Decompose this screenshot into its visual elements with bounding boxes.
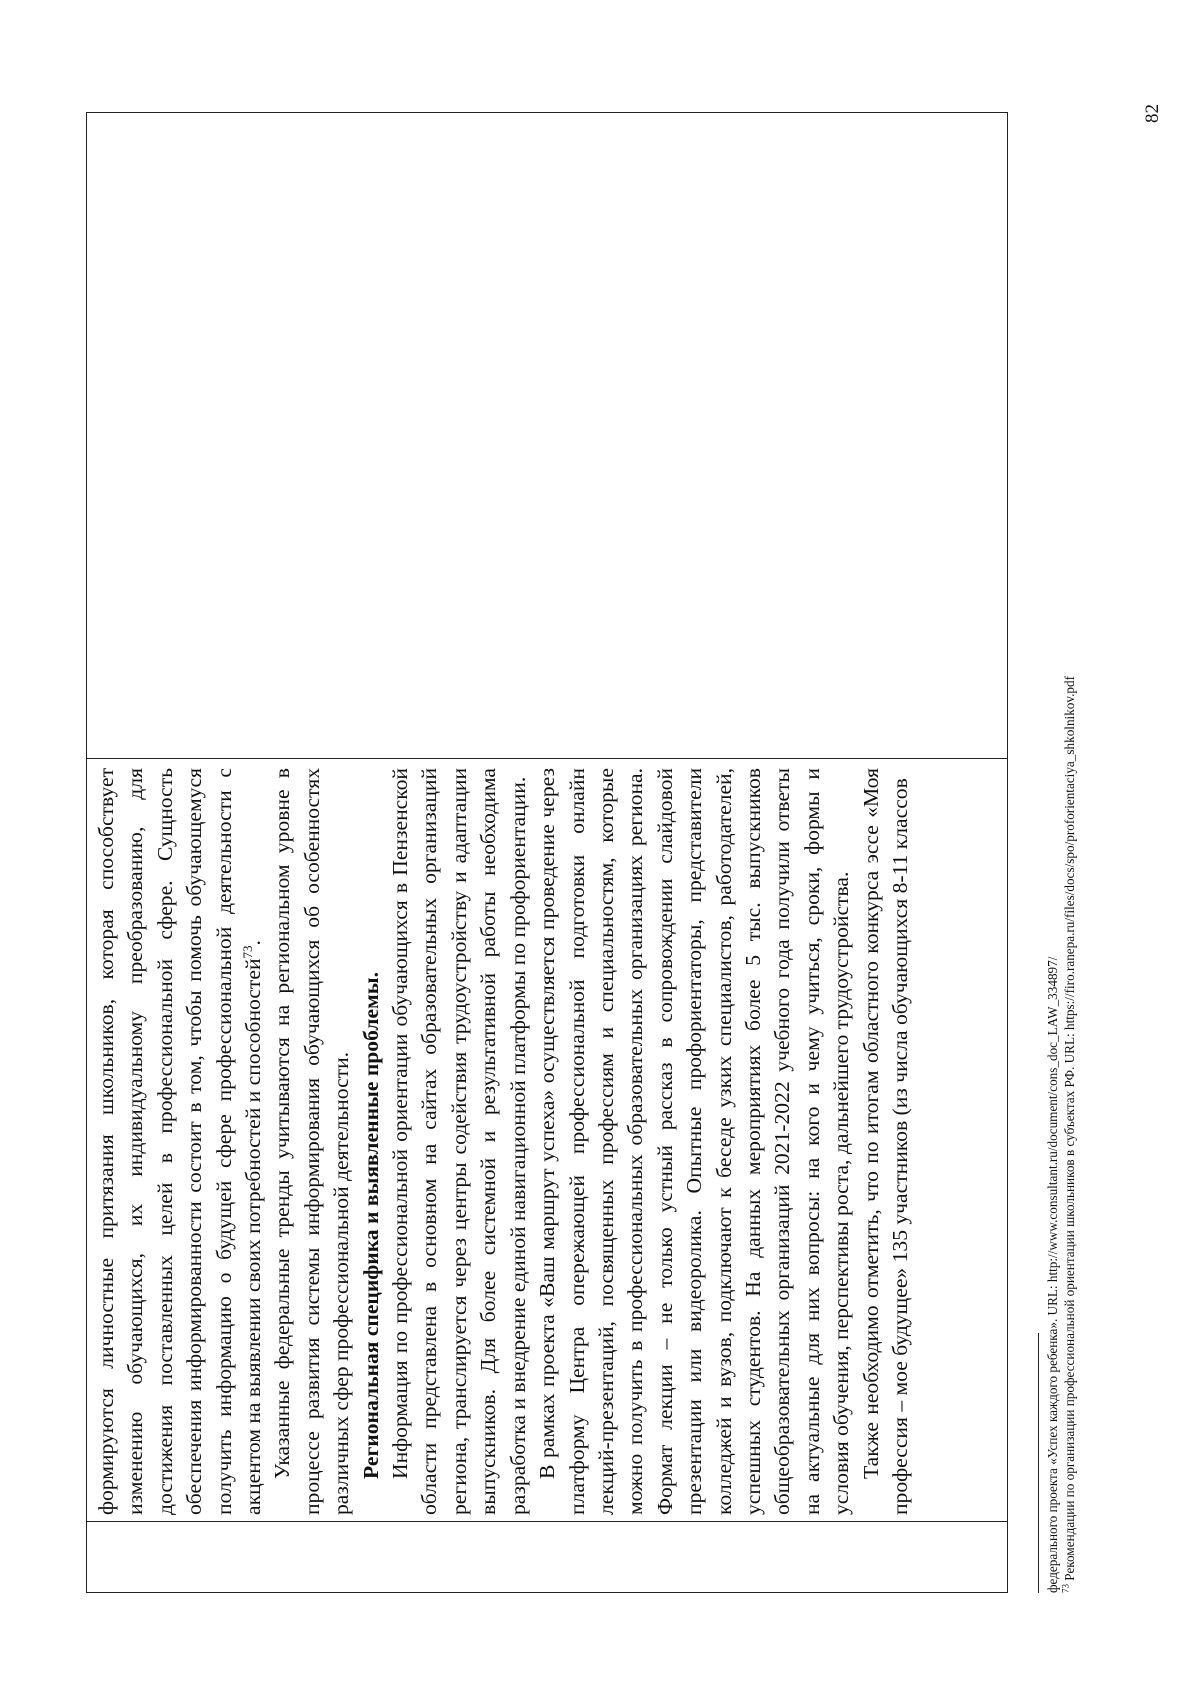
- paragraph-essay-contest: Также необходимо отметить, что по итогам областного конкурса эссе «Моя профессия – мое будущее» 135 участников (из числа обучающихся 8-11 классов: [858, 768, 912, 1515]
- paragraph-needs-and-abilities: формируются личностные притязания школьников, которая способствует изменению обучающихся, их индивидуальному преобразованию, для достижения поставленных целей в профессиональной сфере. Сущность обеспечения информированности состоит в том, чтобы помочь обучающемуся получить информацию о будущей сфере профессиональной деятельности с акцентом на выявлении своих потребностей и способностей$^{73}$.: [94, 768, 266, 1515]
- footnote-divider: [1038, 1333, 1039, 1593]
- footnote-text: федерального проекта «Успех каждого ребенка». URL: http://www.consultant.ru/document/cons_doc_LAW_334897/: [1045, 956, 1060, 1593]
- footnote-marker: 73: [1060, 1584, 1071, 1593]
- section-heading-regional-specifics: Региональная специфика и выявленные проблемы.: [358, 971, 383, 1479]
- paragraph-text: формируются личностные притязания школьников, которая способствует изменению обучающихся, их индивидуальному преобразованию, для достижения поставленных целей в профессиональной сфере. Сущность обеспечения информированности состоит в том, чтобы помочь обучающемуся получить информацию о будущей сфере профессиональной деятельности с акцентом на выявлении своих потребностей и способностей: [94, 768, 266, 1515]
- table-cell-right: [87, 113, 1007, 758]
- table: [86, 112, 1008, 1593]
- footnotes: [1044, 93, 1078, 1593]
- footnote-text: Рекомендации по организации профессиональной ориентации школьников в субъектах РФ. URL: https://firo.ranepa.ru/files/docs/spo/proforientaciya_shkolnikov.pdf: [1062, 675, 1077, 1584]
- paragraph-federal-trends: Указанные федеральные тренды учитываются на региональном уровне в процессе развития системы информирования обучающихся об особенностях различных сфер профессиональной деятельности.: [270, 768, 354, 1515]
- footnote-continued: [1044, 93, 1061, 1593]
- footnote-73: [1061, 93, 1078, 1593]
- footnote-ref-73: 73: [239, 945, 255, 959]
- paragraph-success-route-project: В рамках проекта «Ваш маршрут успеха» осуществляется проведение через платформу Центра опережающей профессиональной подготовки онлайн лекций-презентаций, посвященных профессиям и специальностям, которые можно получить в профессиональных образовательных организациях региона. Формат лекции – не только устный рассказ в сопровождении слайдовой презентации или видеоролика. Опытные профориентаторы, представители колледжей и вузов, подключают к беседе узких специалистов, работодателей, успешных студентов. На данных мероприятиях более 5 тыс. выпускников общеобразовательных организаций 2021-2022 учебного года получили ответы на актуальные для них вопросы: на кого и чему учиться, сроки, формы и условия обучения, перспективы роста, дальнейшего трудоустройства.: [535, 768, 854, 1515]
- table-cell-content: [87, 758, 1007, 1521]
- table-cell-left: [87, 1521, 1007, 1592]
- paragraph-penza-information: Информация по профессиональной ориентации обучающихся в Пензенской области представлена в основном на сайтах образовательных организаций региона, транслируется через центры содействия трудоустройству и адаптации выпускников. Для более системной и результативной работы необходима разработка и внедрение единой навигационной платформы по профориентации.: [388, 768, 530, 1515]
- page-number: 82: [1142, 104, 1163, 123]
